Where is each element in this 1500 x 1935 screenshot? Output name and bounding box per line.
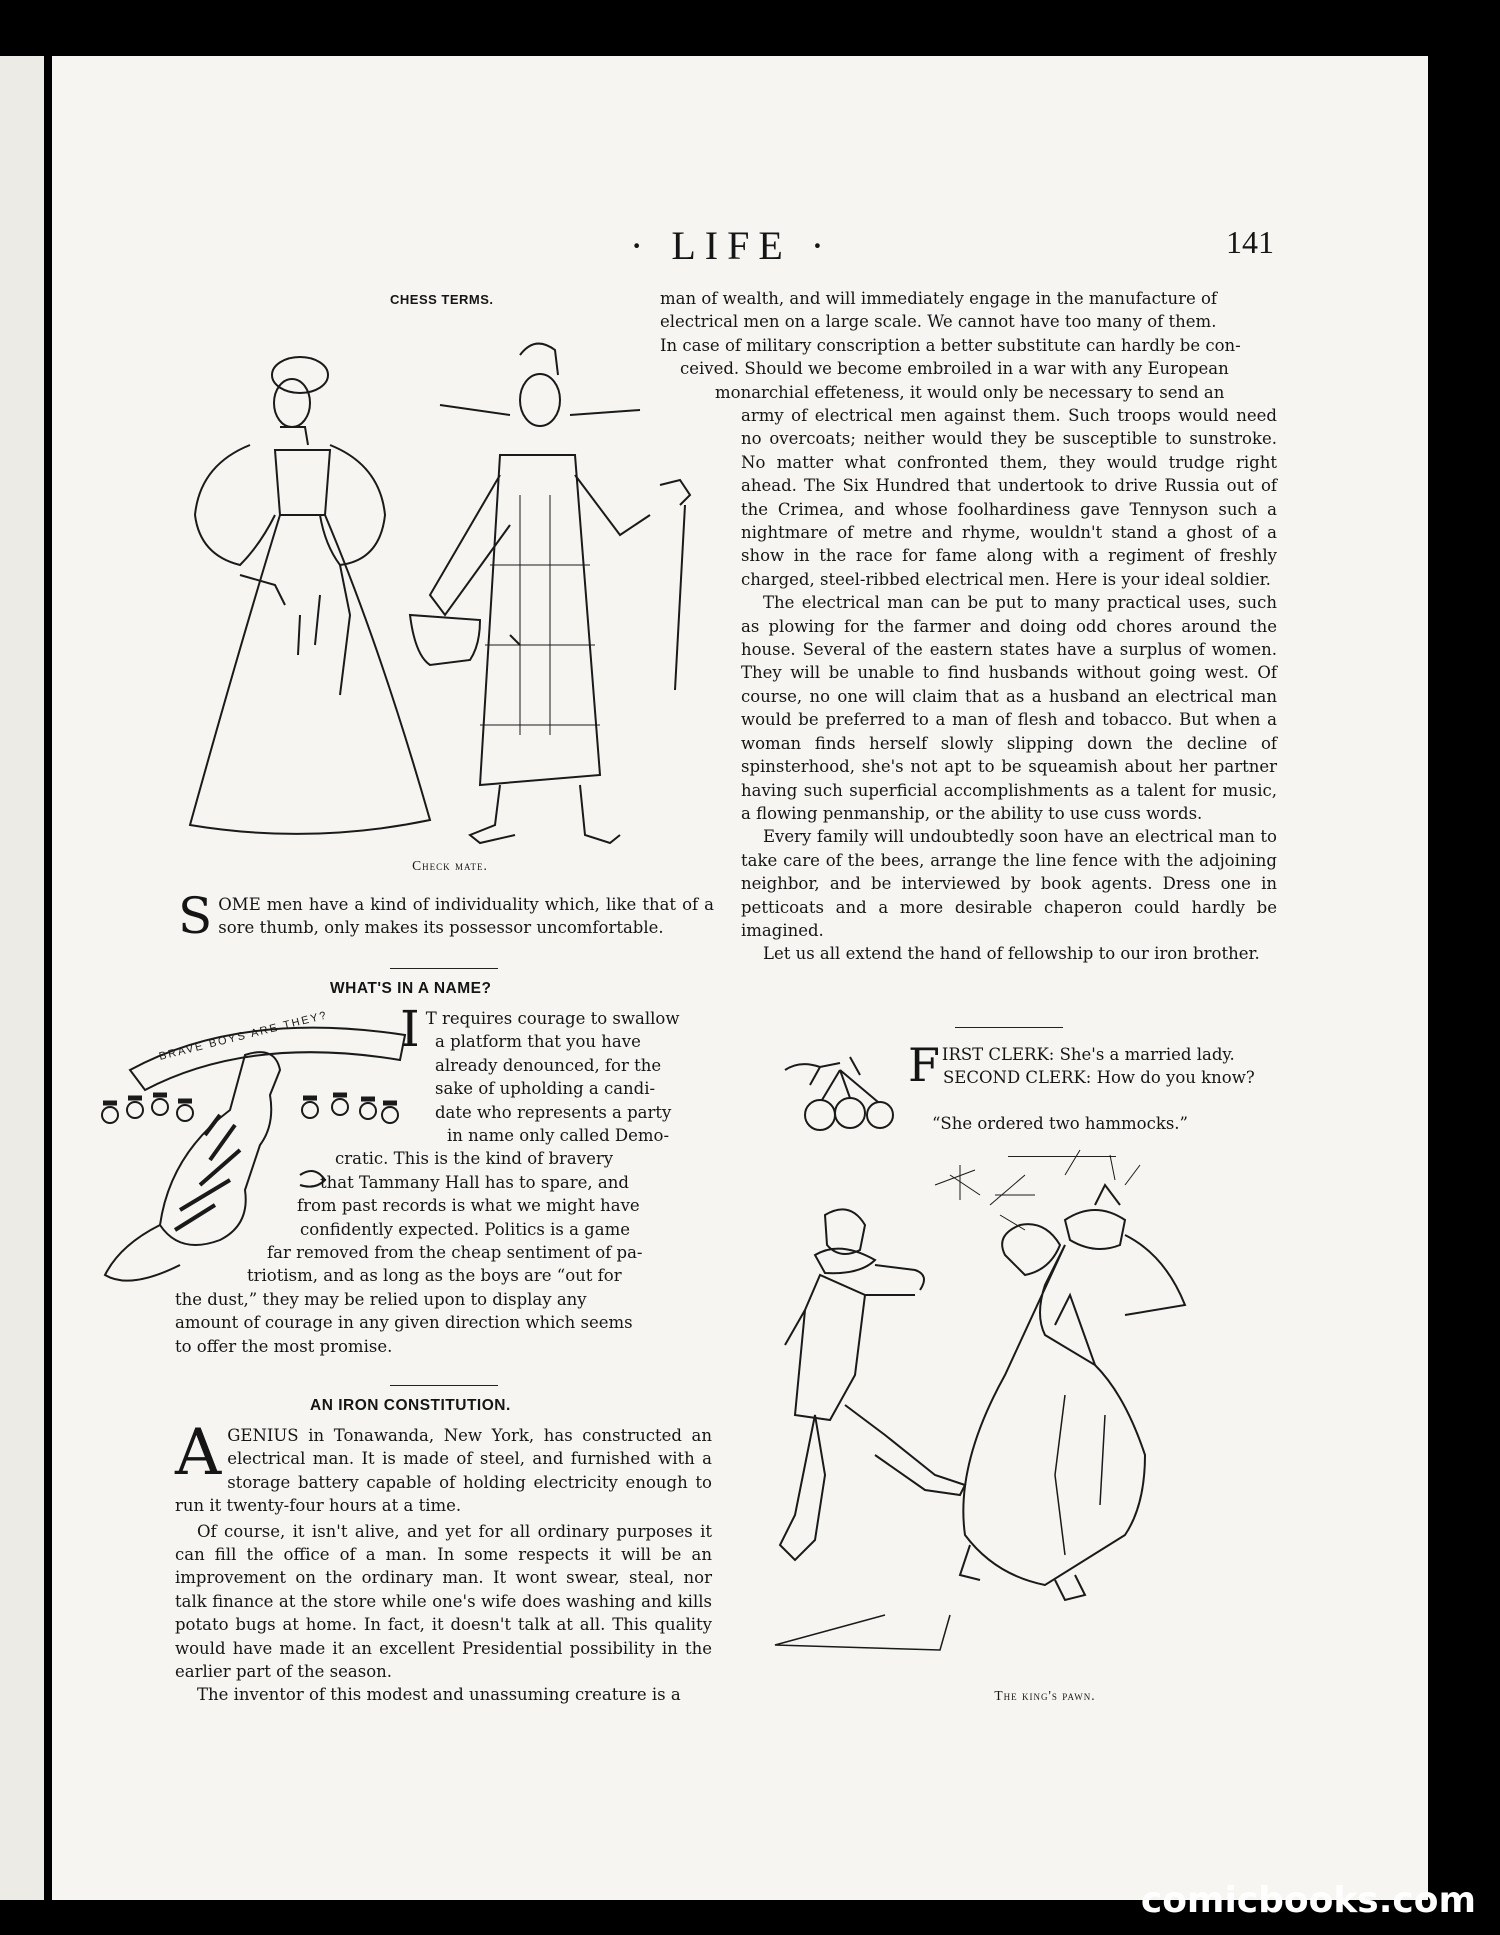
text-line: in name only called Demo- bbox=[447, 1126, 670, 1146]
first-clerk-line: She's a married lady. bbox=[1059, 1045, 1235, 1064]
iron-constitution-body bbox=[175, 1416, 712, 1707]
text-line: electrical men on a large scale. We cannot have too many of them. bbox=[660, 312, 1217, 332]
paragraph: The inventor of this modest and unassuming creature is a bbox=[197, 1685, 681, 1705]
text-line: far removed from the cheap sentiment of pa- bbox=[267, 1243, 643, 1263]
tiger-banner-text: BRAVE BOYS ARE THEY? bbox=[157, 1009, 330, 1063]
site-watermark: comicbooks.com bbox=[1140, 1880, 1476, 1921]
whats-in-a-name-heading: WHAT'S IN A NAME? bbox=[330, 980, 492, 997]
sore-thumb-dropcap: S bbox=[178, 887, 213, 945]
check-mate-caption: Check mate. bbox=[412, 858, 488, 873]
text-line: that Tammany Hall has to spare, and bbox=[320, 1172, 629, 1192]
paragraph: Every family will undoubtedly soon have an electrical man to take care of the bees, arrange the line fence with the adjoining neighbor, and be interviewed by book agents. Dress one in petticoats and a more desirable chaperon could hardly be imagined. bbox=[741, 827, 1277, 940]
text-line: In case of military conscription a better substitute can hardly be con- bbox=[660, 335, 1241, 355]
text-line: monarchial effeteness, it would only be necessary to send an bbox=[715, 382, 1225, 402]
text-line: confidently expected. Politics is a game bbox=[300, 1219, 630, 1239]
clerks-reply: “She ordered two hammocks.” bbox=[932, 1113, 1188, 1133]
previous-page-edge bbox=[0, 56, 44, 1900]
paragraph: GENIUS in Tonawanda, New York, has constructed an electrical man. It is made of steel, and furnished with a storage battery capable of holding electricity enough to run it twenty-four hours at a time. bbox=[175, 1426, 712, 1516]
text-line: T requires courage to swallow bbox=[425, 1009, 680, 1028]
paragraph: Of course, it isn't alive, and yet for all ordinary purposes it can fill the office of a man. In some respects it will be an improvement on the ordinary man. It wont swear, steal, nor talk finance at the store while one's wife does washing and kills potato bugs at home. In fact, it doesn't talk at all. This quality would have made it an excellent Presidential possibility in the earlier part of the season. bbox=[175, 1521, 712, 1682]
section-divider bbox=[955, 1027, 1063, 1028]
check-mate-illustration bbox=[180, 315, 720, 860]
paragraph: Let us all extend the hand of fellowship to our iron brother. bbox=[763, 944, 1260, 964]
section-divider bbox=[390, 1385, 498, 1386]
section-divider bbox=[390, 968, 498, 969]
paragraph: army of electrical men against them. Such troops would need no overcoats; neither would they be susceptible to sunstroke. No matter what confronted them, they would trudge right ahead. The Six Hundred that undertook to drive Russia out of the Crimea, and whose foolhardiness gave Tennyson such a nightmare of metre and rhyme, wouldn't stand a ghost of a show in the race for fame along with a regiment of freshly charged, steel-ribbed electrical men. Here is your ideal soldier. bbox=[741, 406, 1277, 589]
text-line: the dust,” they may be relied upon to display any bbox=[175, 1289, 587, 1309]
text-line: cratic. This is the kind of bravery bbox=[335, 1149, 614, 1169]
second-clerk-label: SECOND CLERK: bbox=[943, 1068, 1092, 1088]
sore-thumb-text: OME men have a kind of individuality which, like that of a sore thumb, only makes its possessor uncomfortable. bbox=[218, 895, 714, 938]
kings-pawn-illustration bbox=[765, 1175, 1350, 1695]
masthead-title: · LIFE · bbox=[630, 223, 834, 268]
text-line: ceived. Should we become embroiled in a war with any European bbox=[680, 359, 1229, 379]
text-line: sake of upholding a candi- bbox=[435, 1079, 656, 1099]
whats-in-a-name-dropcap: I bbox=[400, 1000, 420, 1058]
hammock-illustration bbox=[780, 1045, 900, 1165]
right-column-wide-lines bbox=[660, 287, 1277, 404]
clerks-dropcap: F bbox=[908, 1038, 940, 1092]
clerks-joke bbox=[908, 1038, 1278, 1135]
text-line: date who represents a party bbox=[435, 1102, 672, 1122]
text-line: already denounced, for the bbox=[435, 1055, 662, 1075]
sore-thumb-paragraph bbox=[178, 887, 714, 945]
first-clerk-label: IRST CLERK: bbox=[941, 1045, 1055, 1064]
text-line: to offer the most promise. bbox=[175, 1336, 393, 1356]
right-column-body bbox=[741, 404, 1277, 966]
text-line: a platform that you have bbox=[435, 1032, 641, 1052]
kings-pawn-caption: The king's pawn. bbox=[994, 1688, 1096, 1703]
whats-in-a-name-body bbox=[175, 1000, 712, 1358]
second-clerk-line: How do you know? bbox=[1096, 1068, 1255, 1088]
chess-terms-heading: CHESS TERMS. bbox=[390, 292, 494, 307]
iron-constitution-heading: AN IRON CONSTITUTION. bbox=[310, 1397, 511, 1414]
page-number: 141 bbox=[1226, 224, 1274, 260]
iron-constitution-dropcap: A bbox=[175, 1416, 222, 1490]
text-line: amount of courage in any given direction which seems bbox=[175, 1313, 633, 1333]
text-line: triotism, and as long as the boys are “out for bbox=[247, 1266, 622, 1286]
paragraph: The electrical man can be put to many practical uses, such as plowing for the farmer and doing odd chores around the house. Several of the eastern states have a surplus of women. They will be unable to find husbands without going west. Of course, no one will claim that as a husband an electrical man would be preferred to a man of flesh and tobacco. But when a woman finds herself slowly slipping down the decline of spinsterhood, she's not apt to be squeamish about her partner having such superficial accomplishments as a talent for music, a flowing penmanship, or the ability to use cuss words. bbox=[741, 593, 1277, 823]
text-line: from past records is what we might have bbox=[297, 1196, 640, 1216]
text-line: man of wealth, and will immediately engage in the manufacture of bbox=[660, 289, 1218, 308]
section-divider bbox=[1008, 1156, 1116, 1157]
